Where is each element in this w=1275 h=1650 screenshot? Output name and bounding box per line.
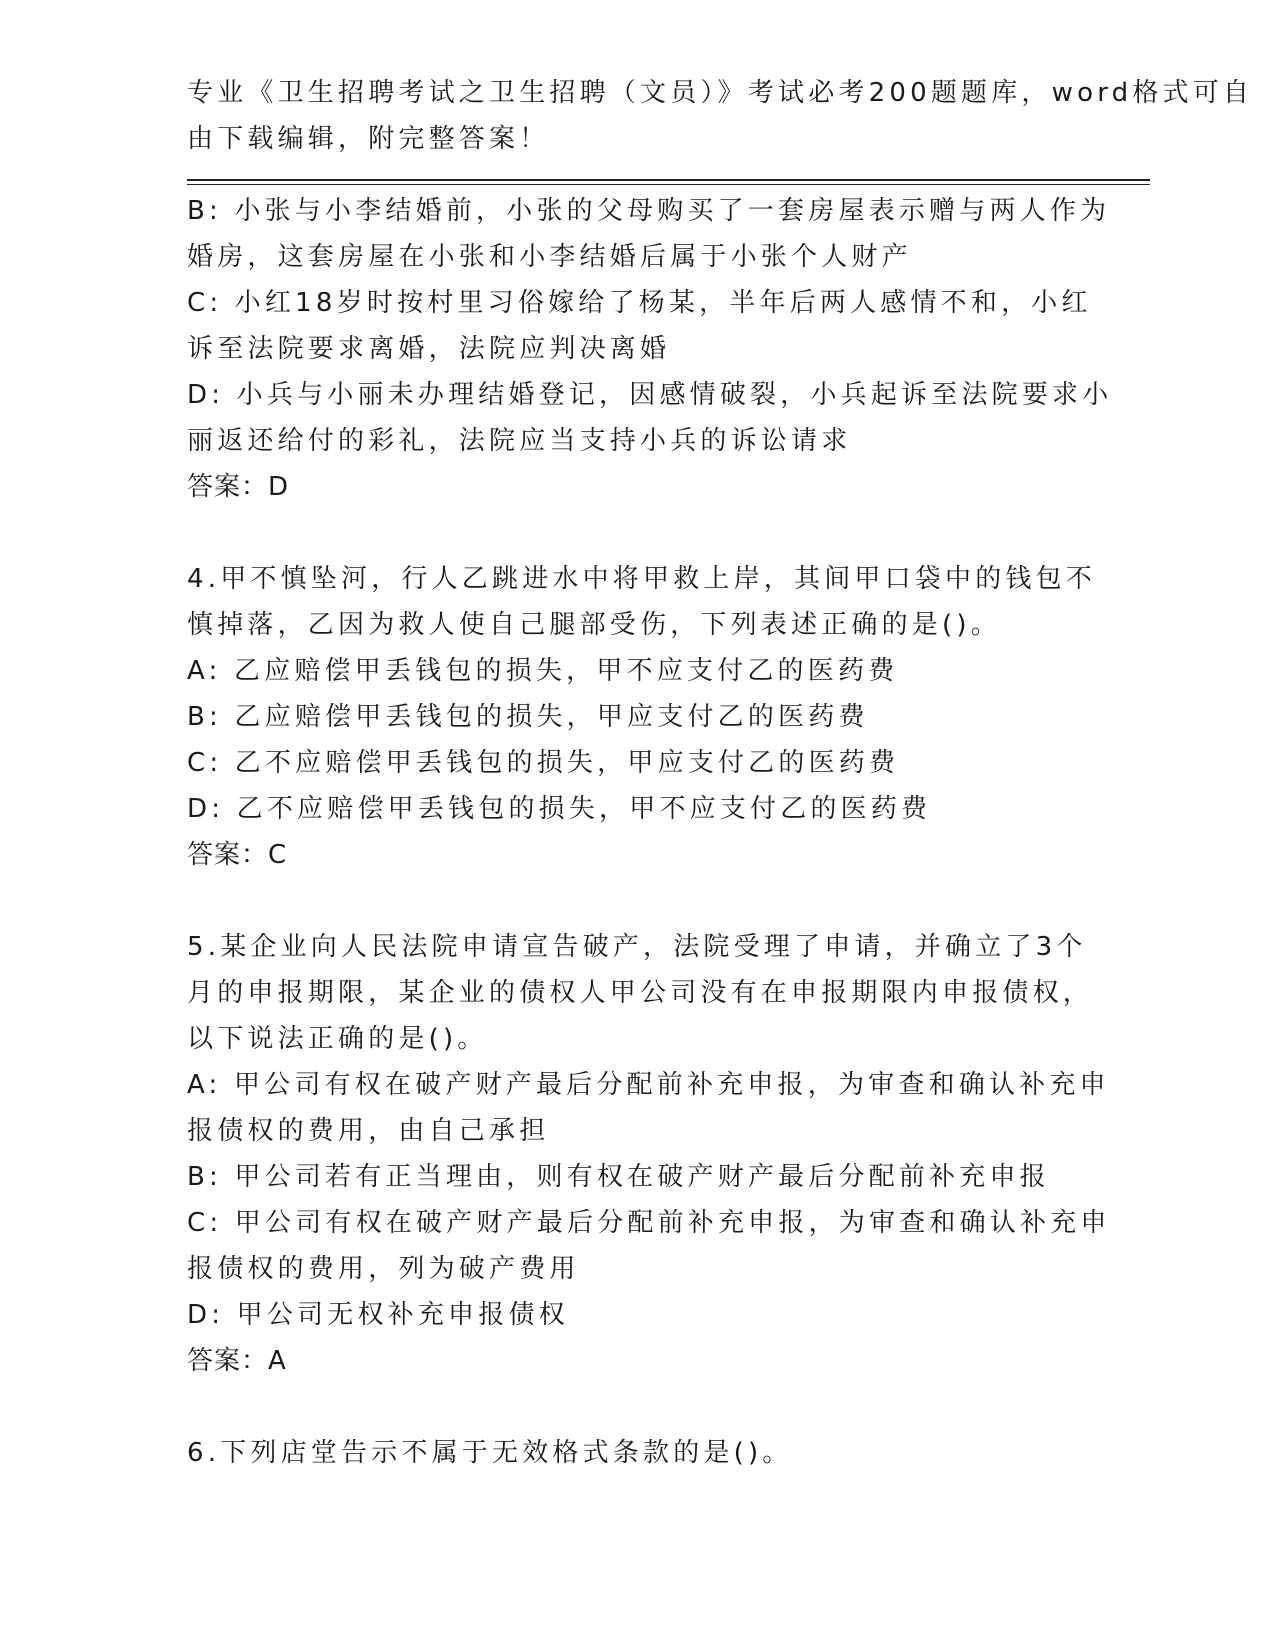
- document-body: [187, 188, 1113, 1476]
- spacer: [187, 878, 1087, 924]
- question-stem-cont: 以下说法正确的是()。: [187, 1024, 488, 1054]
- question-3: [187, 188, 1113, 510]
- option-c-cont: 报债权的费用，列为破产费用: [187, 1254, 580, 1284]
- spacer: [187, 510, 1087, 556]
- option-d: D: 乙不应赔偿甲丢钱包的损失，甲不应支付乙的医药费: [187, 794, 932, 824]
- option-c: C: 小红18岁时按村里习俗嫁给了杨某，半年后两人感情不和，小红: [187, 288, 1092, 318]
- question-stem-cont: 慎掉落，乙因为救人使自己腿部受伤，下列表述正确的是()。: [187, 610, 1001, 640]
- answer-4: 答案：C: [187, 840, 288, 870]
- option-d-cont: 丽返还给付的彩礼，法院应当支持小兵的诉讼请求: [187, 426, 852, 456]
- question-4: [187, 556, 1097, 878]
- option-b: B: 甲公司若有正当理由，则有权在破产财产最后分配前补充申报: [187, 1162, 1050, 1192]
- question-stem: 5.某企业向人民法院申请宣告破产，法院受理了申请，并确立了3个: [187, 932, 1087, 962]
- question-stem: 6.下列店堂告示不属于无效格式条款的是()。: [187, 1438, 793, 1468]
- option-a-cont: 报债权的费用，由自己承担: [187, 1116, 550, 1146]
- answer-3: 答案：D: [187, 472, 290, 502]
- header-divider-thin: [187, 184, 1150, 185]
- option-d: D: 小兵与小丽未办理结婚登记，因感情破裂，小兵起诉至法院要求小: [187, 380, 1113, 410]
- option-c: C: 乙不应赔偿甲丢钱包的损失，甲应支付乙的医药费: [187, 748, 900, 778]
- option-b: B: 小张与小李结婚前，小张的父母购买了一套房屋表示赠与两人作为: [187, 196, 1111, 226]
- question-stem-cont: 月的申报期限，某企业的债权人甲公司没有在申报期限内申报债权，: [187, 978, 1094, 1008]
- question-5: [187, 924, 1111, 1384]
- answer-5: 答案：A: [187, 1346, 287, 1376]
- option-c-cont: 诉至法院要求离婚，法院应判决离婚: [187, 334, 671, 364]
- option-c: C: 甲公司有权在破产财产最后分配前补充申报，为审查和确认补充申: [187, 1208, 1111, 1238]
- option-b-cont: 婚房，这套房屋在小张和小李结婚后属于小张个人财产: [187, 242, 912, 272]
- header-line-2: 由下载编辑，附完整答案！: [187, 124, 550, 154]
- option-a: A: 乙应赔偿甲丢钱包的损失，甲不应支付乙的医药费: [187, 656, 899, 686]
- spacer: [187, 1384, 1087, 1430]
- option-d: D: 甲公司无权补充申报债权: [187, 1300, 569, 1330]
- document-header: [187, 70, 1254, 162]
- option-a: A: 甲公司有权在破产财产最后分配前补充申报，为审查和确认补充申: [187, 1070, 1110, 1100]
- question-6: [187, 1430, 1087, 1476]
- header-line-1: 专业《卫生招聘考试之卫生招聘（文员）》考试必考200题题库，word格式可自: [187, 78, 1254, 108]
- option-b: B: 乙应赔偿甲丢钱包的损失，甲应支付乙的医药费: [187, 702, 869, 732]
- header-divider-thick: [187, 179, 1150, 181]
- question-stem: 4.甲不慎坠河，行人乙跳进水中将甲救上岸，其间甲口袋中的钱包不: [187, 564, 1097, 594]
